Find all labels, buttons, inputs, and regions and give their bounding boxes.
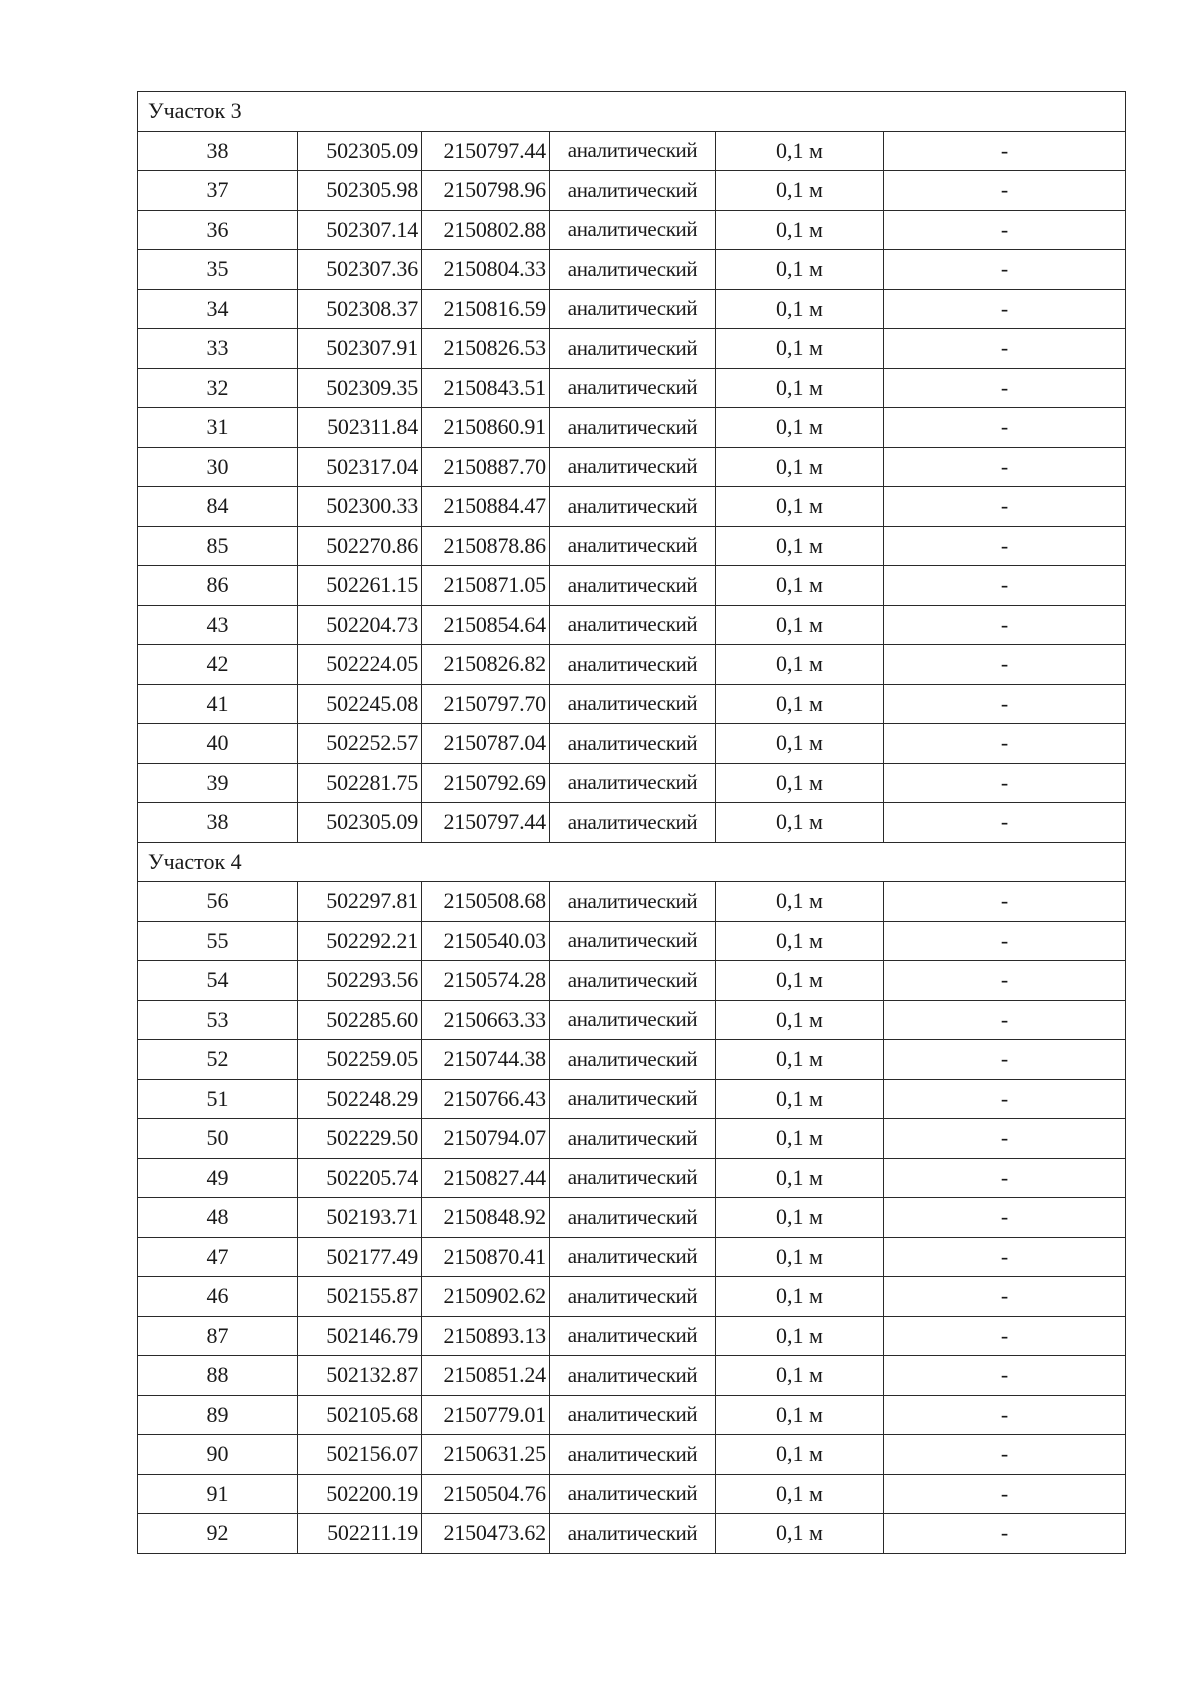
point-number-cell: 55 — [138, 921, 298, 961]
accuracy-cell: 0,1 м — [716, 961, 884, 1001]
x-coordinate-cell: 502297.81 — [298, 882, 422, 922]
x-coordinate-cell: 502146.79 — [298, 1316, 422, 1356]
method-cell: аналитический — [550, 1198, 716, 1238]
point-number-cell: 90 — [138, 1435, 298, 1475]
note-cell: - — [884, 408, 1126, 448]
accuracy-cell: 0,1 м — [716, 645, 884, 685]
point-number-cell: 50 — [138, 1119, 298, 1159]
x-coordinate-cell: 502285.60 — [298, 1000, 422, 1040]
point-number-cell: 52 — [138, 1040, 298, 1080]
y-coordinate-cell: 2150797.44 — [422, 803, 550, 843]
table-row — [138, 882, 1126, 922]
note-cell: - — [884, 131, 1126, 171]
x-coordinate-cell: 502311.84 — [298, 408, 422, 448]
accuracy-cell: 0,1 м — [716, 1000, 884, 1040]
table-row — [138, 1356, 1126, 1396]
y-coordinate-cell: 2150893.13 — [422, 1316, 550, 1356]
x-coordinate-cell: 502305.09 — [298, 803, 422, 843]
note-cell: - — [884, 1040, 1126, 1080]
accuracy-cell: 0,1 м — [716, 329, 884, 369]
section-title: Участок 3 — [138, 92, 1126, 132]
method-cell: аналитический — [550, 289, 716, 329]
point-number-cell: 39 — [138, 763, 298, 803]
point-number-cell: 38 — [138, 131, 298, 171]
accuracy-cell: 0,1 м — [716, 289, 884, 329]
accuracy-cell: 0,1 м — [716, 131, 884, 171]
note-cell: - — [884, 803, 1126, 843]
y-coordinate-cell: 2150826.53 — [422, 329, 550, 369]
table-row — [138, 1316, 1126, 1356]
table-row — [138, 645, 1126, 685]
accuracy-cell: 0,1 м — [716, 1079, 884, 1119]
section-header-row — [138, 92, 1126, 132]
y-coordinate-cell: 2150854.64 — [422, 605, 550, 645]
table-row — [138, 566, 1126, 606]
note-cell: - — [884, 1198, 1126, 1238]
x-coordinate-cell: 502224.05 — [298, 645, 422, 685]
y-coordinate-cell: 2150902.62 — [422, 1277, 550, 1317]
note-cell: - — [884, 526, 1126, 566]
y-coordinate-cell: 2150860.91 — [422, 408, 550, 448]
y-coordinate-cell: 2150843.51 — [422, 368, 550, 408]
note-cell: - — [884, 684, 1126, 724]
x-coordinate-cell: 502155.87 — [298, 1277, 422, 1317]
method-cell: аналитический — [550, 1514, 716, 1554]
accuracy-cell: 0,1 м — [716, 526, 884, 566]
x-coordinate-cell: 502300.33 — [298, 487, 422, 527]
table-row — [138, 1198, 1126, 1238]
x-coordinate-cell: 502308.37 — [298, 289, 422, 329]
x-coordinate-cell: 502293.56 — [298, 961, 422, 1001]
y-coordinate-cell: 2150473.62 — [422, 1514, 550, 1554]
method-cell: аналитический — [550, 1316, 716, 1356]
y-coordinate-cell: 2150508.68 — [422, 882, 550, 922]
note-cell: - — [884, 447, 1126, 487]
point-number-cell: 87 — [138, 1316, 298, 1356]
x-coordinate-cell: 502309.35 — [298, 368, 422, 408]
x-coordinate-cell: 502211.19 — [298, 1514, 422, 1554]
accuracy-cell: 0,1 м — [716, 803, 884, 843]
table-row — [138, 408, 1126, 448]
point-number-cell: 51 — [138, 1079, 298, 1119]
section-header-row — [138, 842, 1126, 882]
y-coordinate-cell: 2150802.88 — [422, 210, 550, 250]
method-cell: аналитический — [550, 1395, 716, 1435]
y-coordinate-cell: 2150878.86 — [422, 526, 550, 566]
method-cell: аналитический — [550, 605, 716, 645]
y-coordinate-cell: 2150663.33 — [422, 1000, 550, 1040]
table-row — [138, 605, 1126, 645]
method-cell: аналитический — [550, 329, 716, 369]
point-number-cell: 35 — [138, 250, 298, 290]
note-cell: - — [884, 1395, 1126, 1435]
y-coordinate-cell: 2150798.96 — [422, 171, 550, 211]
note-cell: - — [884, 1356, 1126, 1396]
method-cell: аналитический — [550, 961, 716, 1001]
point-number-cell: 32 — [138, 368, 298, 408]
method-cell: аналитический — [550, 210, 716, 250]
point-number-cell: 89 — [138, 1395, 298, 1435]
y-coordinate-cell: 2150787.04 — [422, 724, 550, 764]
point-number-cell: 85 — [138, 526, 298, 566]
method-cell: аналитический — [550, 1435, 716, 1475]
method-cell: аналитический — [550, 447, 716, 487]
method-cell: аналитический — [550, 684, 716, 724]
x-coordinate-cell: 502305.98 — [298, 171, 422, 211]
table-row — [138, 1000, 1126, 1040]
x-coordinate-cell: 502270.86 — [298, 526, 422, 566]
accuracy-cell: 0,1 м — [716, 1237, 884, 1277]
accuracy-cell: 0,1 м — [716, 724, 884, 764]
table-row — [138, 1395, 1126, 1435]
note-cell: - — [884, 487, 1126, 527]
point-number-cell: 54 — [138, 961, 298, 1001]
table-row — [138, 1158, 1126, 1198]
accuracy-cell: 0,1 м — [716, 487, 884, 527]
accuracy-cell: 0,1 м — [716, 684, 884, 724]
note-cell: - — [884, 1474, 1126, 1514]
table-row — [138, 1119, 1126, 1159]
x-coordinate-cell: 502200.19 — [298, 1474, 422, 1514]
note-cell: - — [884, 763, 1126, 803]
point-number-cell: 42 — [138, 645, 298, 685]
y-coordinate-cell: 2150574.28 — [422, 961, 550, 1001]
section-title: Участок 4 — [138, 842, 1126, 882]
accuracy-cell: 0,1 м — [716, 763, 884, 803]
accuracy-cell: 0,1 м — [716, 408, 884, 448]
note-cell: - — [884, 1237, 1126, 1277]
accuracy-cell: 0,1 м — [716, 1316, 884, 1356]
method-cell: аналитический — [550, 1237, 716, 1277]
table-row — [138, 289, 1126, 329]
accuracy-cell: 0,1 м — [716, 1277, 884, 1317]
x-coordinate-cell: 502307.91 — [298, 329, 422, 369]
x-coordinate-cell: 502204.73 — [298, 605, 422, 645]
table-row — [138, 1277, 1126, 1317]
accuracy-cell: 0,1 м — [716, 921, 884, 961]
accuracy-cell: 0,1 м — [716, 1040, 884, 1080]
accuracy-cell: 0,1 м — [716, 566, 884, 606]
accuracy-cell: 0,1 м — [716, 1395, 884, 1435]
point-number-cell: 33 — [138, 329, 298, 369]
note-cell: - — [884, 250, 1126, 290]
accuracy-cell: 0,1 м — [716, 447, 884, 487]
x-coordinate-cell: 502105.68 — [298, 1395, 422, 1435]
note-cell: - — [884, 724, 1126, 764]
point-number-cell: 40 — [138, 724, 298, 764]
method-cell: аналитический — [550, 882, 716, 922]
accuracy-cell: 0,1 м — [716, 1158, 884, 1198]
table-row — [138, 1474, 1126, 1514]
point-number-cell: 31 — [138, 408, 298, 448]
method-cell: аналитический — [550, 408, 716, 448]
note-cell: - — [884, 961, 1126, 1001]
y-coordinate-cell: 2150504.76 — [422, 1474, 550, 1514]
method-cell: аналитический — [550, 368, 716, 408]
method-cell: аналитический — [550, 645, 716, 685]
note-cell: - — [884, 368, 1126, 408]
note-cell: - — [884, 566, 1126, 606]
accuracy-cell: 0,1 м — [716, 605, 884, 645]
note-cell: - — [884, 171, 1126, 211]
table-row — [138, 684, 1126, 724]
accuracy-cell: 0,1 м — [716, 1198, 884, 1238]
method-cell: аналитический — [550, 803, 716, 843]
y-coordinate-cell: 2150870.41 — [422, 1237, 550, 1277]
method-cell: аналитический — [550, 1474, 716, 1514]
note-cell: - — [884, 1158, 1126, 1198]
table-row — [138, 171, 1126, 211]
table-row — [138, 961, 1126, 1001]
x-coordinate-cell: 502261.15 — [298, 566, 422, 606]
method-cell: аналитический — [550, 1158, 716, 1198]
table-row — [138, 724, 1126, 764]
x-coordinate-cell: 502317.04 — [298, 447, 422, 487]
y-coordinate-cell: 2150794.07 — [422, 1119, 550, 1159]
point-number-cell: 38 — [138, 803, 298, 843]
method-cell: аналитический — [550, 724, 716, 764]
method-cell: аналитический — [550, 566, 716, 606]
accuracy-cell: 0,1 м — [716, 1119, 884, 1159]
note-cell: - — [884, 210, 1126, 250]
x-coordinate-cell: 502307.36 — [298, 250, 422, 290]
note-cell: - — [884, 1119, 1126, 1159]
y-coordinate-cell: 2150797.70 — [422, 684, 550, 724]
note-cell: - — [884, 645, 1126, 685]
accuracy-cell: 0,1 м — [716, 1435, 884, 1475]
point-number-cell: 46 — [138, 1277, 298, 1317]
method-cell: аналитический — [550, 1040, 716, 1080]
y-coordinate-cell: 2150744.38 — [422, 1040, 550, 1080]
coordinates-table — [137, 91, 1126, 1554]
method-cell: аналитический — [550, 526, 716, 566]
point-number-cell: 49 — [138, 1158, 298, 1198]
note-cell: - — [884, 329, 1126, 369]
method-cell: аналитический — [550, 131, 716, 171]
table-row — [138, 1040, 1126, 1080]
method-cell: аналитический — [550, 1119, 716, 1159]
table-row — [138, 368, 1126, 408]
point-number-cell: 86 — [138, 566, 298, 606]
x-coordinate-cell: 502132.87 — [298, 1356, 422, 1396]
point-number-cell: 36 — [138, 210, 298, 250]
note-cell: - — [884, 1435, 1126, 1475]
table-row — [138, 1079, 1126, 1119]
x-coordinate-cell: 502205.74 — [298, 1158, 422, 1198]
y-coordinate-cell: 2150792.69 — [422, 763, 550, 803]
table-row — [138, 131, 1126, 171]
x-coordinate-cell: 502245.08 — [298, 684, 422, 724]
table-row — [138, 803, 1126, 843]
table-row — [138, 1435, 1126, 1475]
point-number-cell: 41 — [138, 684, 298, 724]
method-cell: аналитический — [550, 921, 716, 961]
coordinates-table-body — [138, 92, 1126, 1554]
x-coordinate-cell: 502229.50 — [298, 1119, 422, 1159]
y-coordinate-cell: 2150540.03 — [422, 921, 550, 961]
table-row — [138, 1237, 1126, 1277]
accuracy-cell: 0,1 м — [716, 1356, 884, 1396]
y-coordinate-cell: 2150884.47 — [422, 487, 550, 527]
note-cell: - — [884, 1000, 1126, 1040]
note-cell: - — [884, 1277, 1126, 1317]
accuracy-cell: 0,1 м — [716, 368, 884, 408]
table-row — [138, 526, 1126, 566]
y-coordinate-cell: 2150804.33 — [422, 250, 550, 290]
point-number-cell: 47 — [138, 1237, 298, 1277]
point-number-cell: 48 — [138, 1198, 298, 1238]
note-cell: - — [884, 289, 1126, 329]
x-coordinate-cell: 502177.49 — [298, 1237, 422, 1277]
method-cell: аналитический — [550, 250, 716, 290]
accuracy-cell: 0,1 м — [716, 1474, 884, 1514]
x-coordinate-cell: 502248.29 — [298, 1079, 422, 1119]
method-cell: аналитический — [550, 1079, 716, 1119]
y-coordinate-cell: 2150826.82 — [422, 645, 550, 685]
x-coordinate-cell: 502193.71 — [298, 1198, 422, 1238]
y-coordinate-cell: 2150827.44 — [422, 1158, 550, 1198]
table-row — [138, 210, 1126, 250]
x-coordinate-cell: 502307.14 — [298, 210, 422, 250]
method-cell: аналитический — [550, 1277, 716, 1317]
y-coordinate-cell: 2150631.25 — [422, 1435, 550, 1475]
y-coordinate-cell: 2150887.70 — [422, 447, 550, 487]
point-number-cell: 37 — [138, 171, 298, 211]
table-row — [138, 763, 1126, 803]
x-coordinate-cell: 502156.07 — [298, 1435, 422, 1475]
note-cell: - — [884, 1514, 1126, 1554]
method-cell: аналитический — [550, 487, 716, 527]
accuracy-cell: 0,1 м — [716, 171, 884, 211]
note-cell: - — [884, 1316, 1126, 1356]
point-number-cell: 88 — [138, 1356, 298, 1396]
x-coordinate-cell: 502305.09 — [298, 131, 422, 171]
table-row — [138, 329, 1126, 369]
table-row — [138, 1514, 1126, 1554]
x-coordinate-cell: 502292.21 — [298, 921, 422, 961]
method-cell: аналитический — [550, 1356, 716, 1396]
method-cell: аналитический — [550, 171, 716, 211]
method-cell: аналитический — [550, 1000, 716, 1040]
table-row — [138, 921, 1126, 961]
accuracy-cell: 0,1 м — [716, 210, 884, 250]
y-coordinate-cell: 2150871.05 — [422, 566, 550, 606]
y-coordinate-cell: 2150816.59 — [422, 289, 550, 329]
x-coordinate-cell: 502281.75 — [298, 763, 422, 803]
x-coordinate-cell: 502259.05 — [298, 1040, 422, 1080]
note-cell: - — [884, 921, 1126, 961]
table-row — [138, 447, 1126, 487]
accuracy-cell: 0,1 м — [716, 882, 884, 922]
note-cell: - — [884, 882, 1126, 922]
x-coordinate-cell: 502252.57 — [298, 724, 422, 764]
point-number-cell: 92 — [138, 1514, 298, 1554]
point-number-cell: 43 — [138, 605, 298, 645]
point-number-cell: 53 — [138, 1000, 298, 1040]
method-cell: аналитический — [550, 763, 716, 803]
accuracy-cell: 0,1 м — [716, 250, 884, 290]
point-number-cell: 84 — [138, 487, 298, 527]
y-coordinate-cell: 2150797.44 — [422, 131, 550, 171]
point-number-cell: 91 — [138, 1474, 298, 1514]
y-coordinate-cell: 2150779.01 — [422, 1395, 550, 1435]
table-row — [138, 250, 1126, 290]
point-number-cell: 34 — [138, 289, 298, 329]
table-row — [138, 487, 1126, 527]
y-coordinate-cell: 2150851.24 — [422, 1356, 550, 1396]
point-number-cell: 56 — [138, 882, 298, 922]
y-coordinate-cell: 2150766.43 — [422, 1079, 550, 1119]
accuracy-cell: 0,1 м — [716, 1514, 884, 1554]
note-cell: - — [884, 605, 1126, 645]
note-cell: - — [884, 1079, 1126, 1119]
point-number-cell: 30 — [138, 447, 298, 487]
y-coordinate-cell: 2150848.92 — [422, 1198, 550, 1238]
